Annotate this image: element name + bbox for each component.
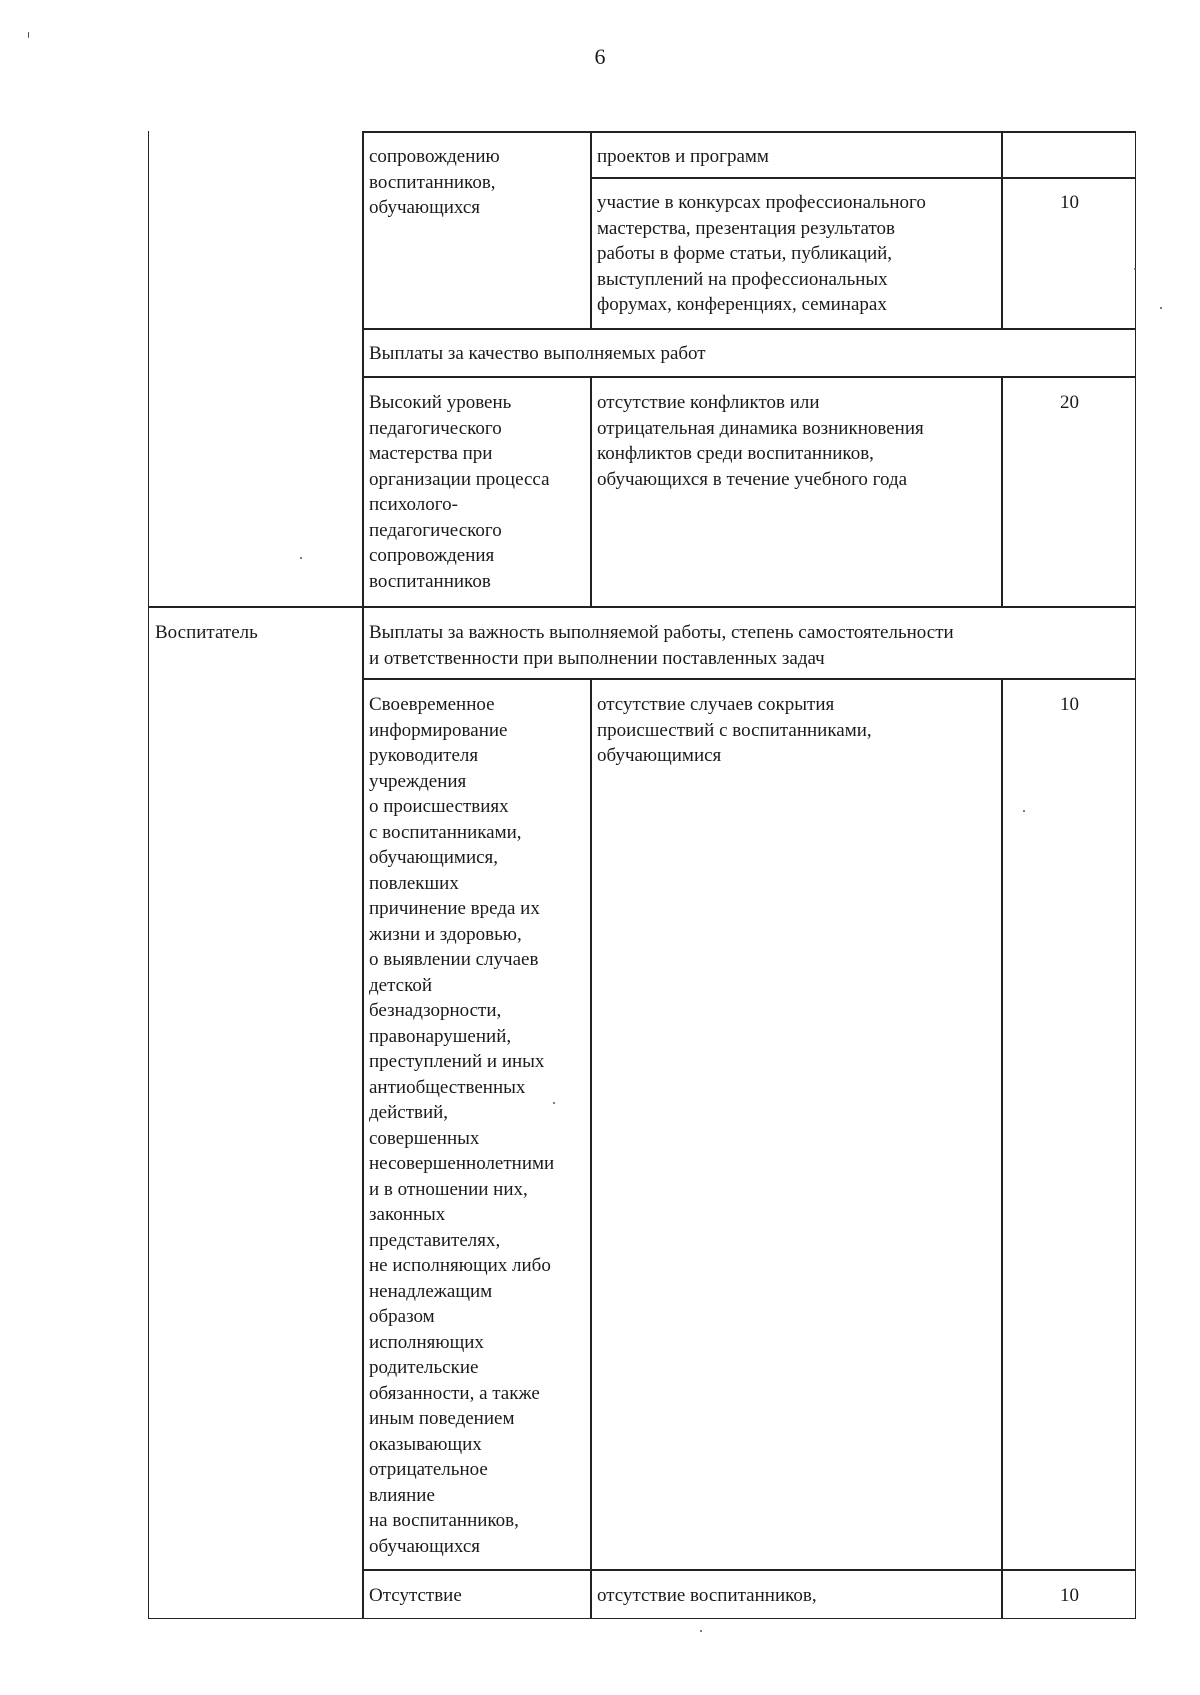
- criterion-cell: Своевременное информирование руководителя учреждения о происшествиях с воспитанниками, обучающимися, повлекших причинение вреда их жизни и здоровью, о выявлении случаев детской безнадзорности, правонарушений, преступлений и иных антиобщественных действий, совершенных несовершеннолетними и в отношении них, законных представителях, не исполняющих либо ненадлежащим образом исполняющих родительские обязанности, а также иным поведением оказывающих отрицательное влияние на воспитанников, обучающихся: [369, 694, 555, 1557]
- indicator-cell: отсутствие случаев сокрытия происшествий с воспитанниками, обучающимися: [597, 694, 872, 766]
- scan-speck: [553, 1102, 555, 1104]
- col-divider-score-3: [1001, 678, 1003, 1619]
- score-cell: 20: [1060, 392, 1079, 413]
- section-heading: Выплаты за важность выполняемой работы, степень самостоятельности и ответственности при выполнении поставленных задач: [369, 622, 954, 669]
- row-divider-quality-top: [362, 328, 1136, 330]
- page-number: 6: [594, 44, 606, 69]
- row-divider-indicator: [590, 177, 1136, 179]
- score-cell: 10: [1060, 694, 1079, 715]
- criterion-cell: Отсутствие: [369, 1585, 462, 1606]
- indicator-cell: отсутствие конфликтов или отрицательная динамика возникновения конфликтов среди воспитанников, обучающихся в течение учебного года: [597, 392, 924, 490]
- position-cell: Воспитатель: [155, 622, 258, 643]
- scan-speck: [1160, 307, 1162, 309]
- section-heading: Выплаты за качество выполняемых работ: [369, 343, 706, 364]
- row-divider-quality-bottom: [362, 376, 1136, 378]
- col-divider-position: [362, 131, 364, 1619]
- row-divider-position: [148, 606, 1136, 608]
- row-divider-importance: [362, 678, 1136, 680]
- row-divider-absence: [362, 1569, 1136, 1571]
- scan-speck: [300, 557, 302, 559]
- col-divider-score-1: [1001, 131, 1003, 328]
- scan-speck: [28, 32, 29, 38]
- indicator-cell: участие в конкурсах профессионального мастерства, презентация результатов работы в форме статьи, публикаций, выступлений на профессиональных форумах, конференциях, семинарах: [597, 192, 926, 315]
- scan-speck: [1134, 268, 1136, 270]
- indicator-cell: отсутствие воспитанников,: [597, 1585, 817, 1606]
- col-divider-criterion-2: [590, 376, 592, 606]
- scan-speck: [700, 1630, 702, 1632]
- indicator-cell: проектов и программ: [597, 146, 769, 167]
- table-top-border: [362, 131, 1136, 133]
- criterion-cell: Высокий уровень педагогического мастерства при организации процесса психолого- педагогического сопровождения воспитанников: [369, 392, 550, 592]
- col-divider-criterion-1: [590, 131, 592, 328]
- criterion-cell: сопровождению воспитанников, обучающихся: [369, 146, 500, 218]
- scan-speck: [1023, 810, 1025, 812]
- score-cell: 10: [1060, 192, 1079, 213]
- col-divider-criterion-3: [590, 678, 592, 1619]
- score-cell: 10: [1060, 1585, 1079, 1606]
